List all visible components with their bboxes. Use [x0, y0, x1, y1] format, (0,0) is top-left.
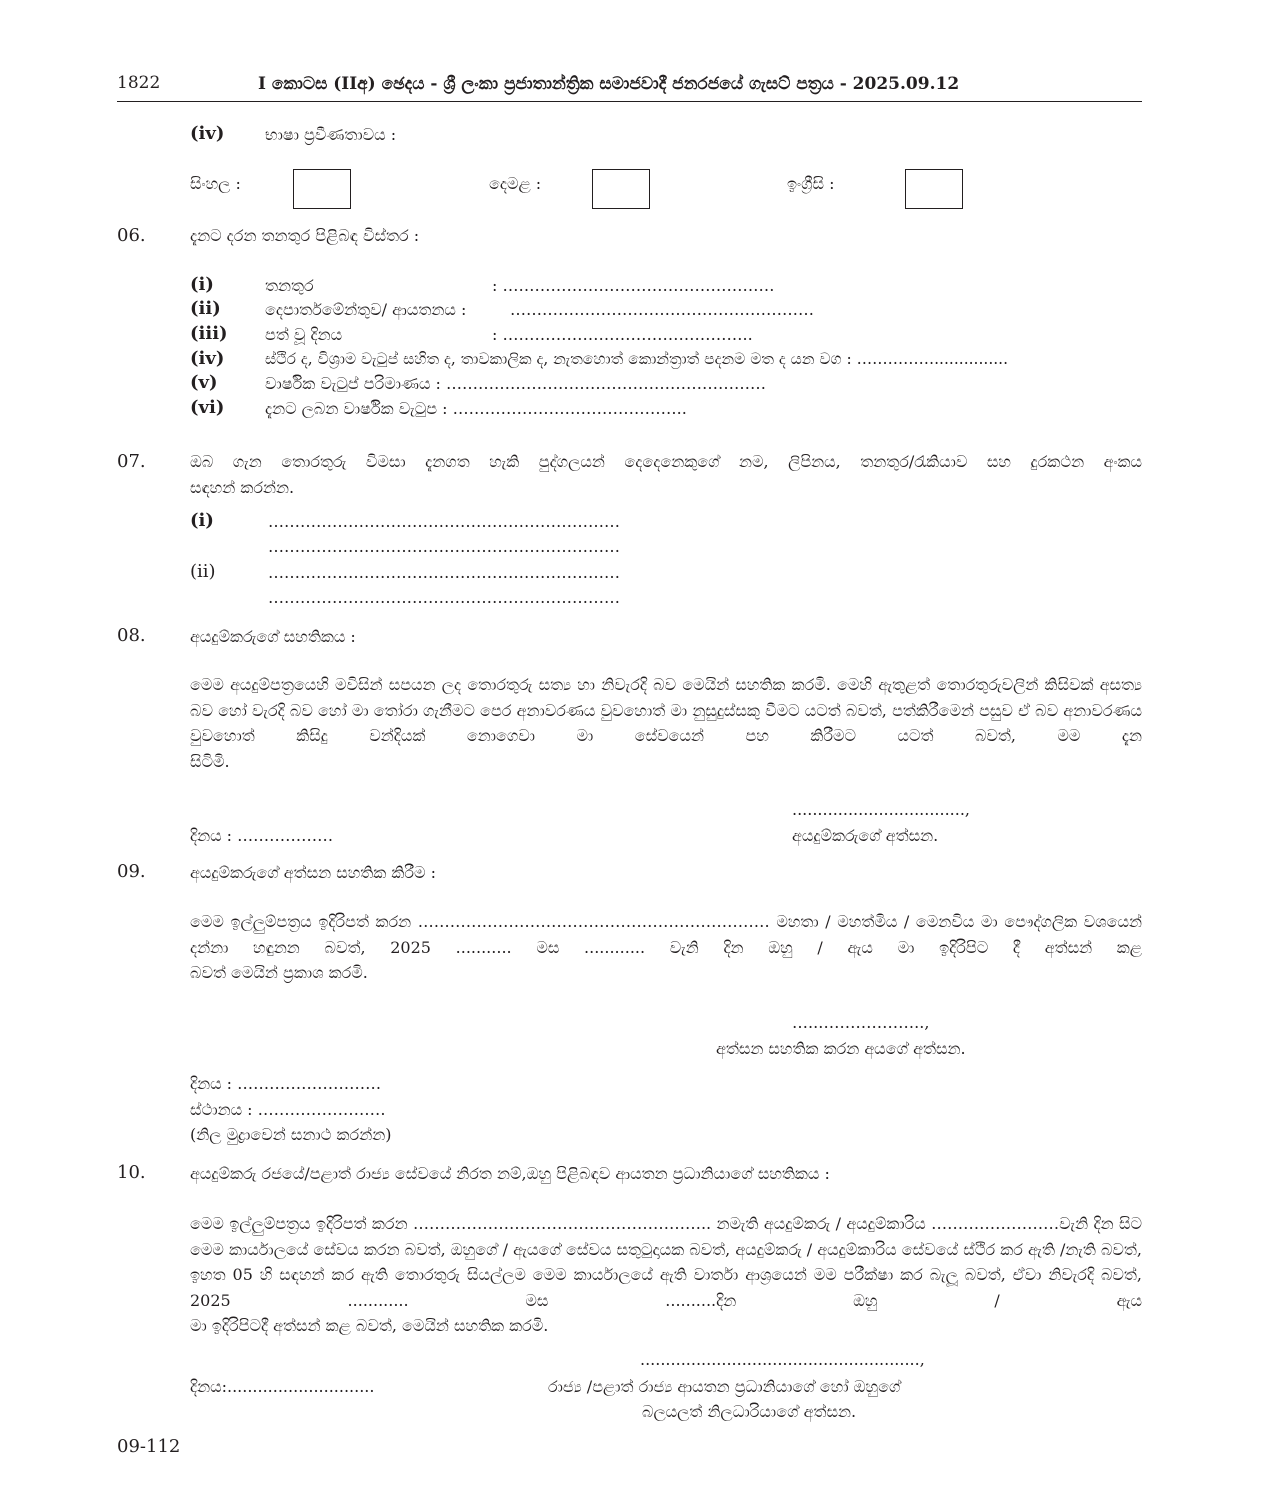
section-08-number: 08. [117, 625, 146, 646]
english-label: ඉංග්‍රීසි : [787, 174, 835, 193]
language-roman: (iv) [190, 123, 225, 144]
employment-type-roman: (iv) [190, 348, 225, 369]
applicant-declaration [190, 672, 1142, 774]
official-seal-note: (නිල මුද්‍රාවෙන් සනාථ කරන්න) [190, 1125, 392, 1144]
appointment-date-field[interactable]: : ……………………………………….. [492, 325, 753, 344]
language-label: භාෂා ප්‍රවීණතාවය : [265, 125, 397, 144]
applicant-signature-line[interactable]: .................................., [792, 800, 971, 819]
section-07-number: 07. [117, 451, 146, 472]
referee-2-line-2[interactable]: ………………………………………………………… [268, 588, 620, 607]
certificate-line5: මා ඉදිරිපිටදී අත්සන් කළ බවත්, මෙයින් සහතික කරමි. [190, 1316, 549, 1335]
referee-2-roman: (ii) [190, 561, 216, 582]
applicant-signature-label: අයදුම්කරුගේ අත්සන. [792, 826, 939, 845]
position-field[interactable]: : …………………………………………… [492, 276, 775, 295]
position-roman: (i) [190, 274, 214, 295]
certificate-line2: ……………………වැනි දින සිට මෙම කාර්යාලයේ සේවය කරන බවත්, ඔහුගේ / ඇයගේ සේවය සතුටුදායක බවත්, [190, 1214, 1142, 1259]
attestation-line1: මෙම ඉල්ලුම්පත්‍රය ඉදිරිපත් කරන ………………………………………………………… මහතා / මහත්මිය / මෙනවිය [190, 912, 975, 931]
page-number: 1822 [117, 73, 161, 93]
head-signature-line[interactable]: ......................................................., [640, 1350, 925, 1369]
applicant-date-field[interactable]: දිනය : ……………… [190, 826, 334, 845]
department-label: දෙපාර්තමේන්තුව/ ආයතනය : [265, 300, 467, 319]
current-salary-roman: (vi) [190, 397, 225, 418]
applicant-declaration-line1: මෙම අයදුම්පත්‍රයෙහි මවිසින් සපයන ලද තොරතුරු සත්‍ය හා නිවැරදි බව මෙයින් සහතික කරමි. මෙහි ඇතුළත් තොරතුරුවලින් [190, 675, 1039, 694]
section-09-number: 09. [117, 861, 146, 882]
section-09-title: අයදුම්කරුගේ අත්සන සහතික කිරීම : [190, 863, 436, 882]
head-of-institution-certificate [190, 1211, 1142, 1339]
head-date-field[interactable]: දිනය:............................. [190, 1377, 375, 1396]
referee-1-line-2[interactable]: ………………………………………………………… [268, 537, 620, 556]
applicant-declaration-line2: කිසිවක් අසත්‍ය බව හෝ වැරදි බව හෝ මා තෝරා ගැනීමට පෙර අනාවරණය වුවහොත් මා නුසුදුස්සකු වීමට යටත් බවත්, [190, 675, 1143, 720]
appointment-date-roman: (iii) [190, 323, 228, 344]
section-06-number: 06. [117, 225, 146, 246]
tamil-label: දෙමළ : [489, 174, 542, 193]
sinhala-label: සිංහල : [190, 174, 241, 193]
attester-signature-line[interactable]: …..……………….., [792, 1013, 930, 1032]
attestation-date-field[interactable]: දිනය : ……………………… [190, 1074, 382, 1093]
english-checkbox[interactable] [905, 169, 963, 209]
referee-2-line-1[interactable]: ………………………………………………………… [268, 563, 620, 582]
attester-signature-label: අත්සන සහතික කරන අයගේ අත්සන. [716, 1039, 966, 1058]
applicant-declaration-line3: පත්කිරීමෙන් පසුව ඒ බව අනාවරණය වුවහොත් කිසිදු වන්දියක් නොගෙවා මා සේවයෙන් පහ කිරීමට යටත් බවත්, මම දැන [190, 700, 1142, 745]
salary-scale-roman: (v) [190, 372, 218, 393]
section-07-text [190, 449, 1142, 500]
sinhala-checkbox[interactable] [293, 169, 351, 209]
section-07-line2: සඳහන් කරන්න. [190, 477, 295, 497]
certificate-line3: අයදුම්කරු / අයදුම්කාරිය සේවයේ ස්ථිර කර ඇති /නැති බවත්, ඉහත 05 හි සඳහන් කර ඇති තොරතුරු සියල්ලම මෙම [190, 1239, 1142, 1284]
certificate-line4: කාර්යාලයේ ඇති වාර්තා ආශ්‍රයෙන් මම පරීක්ෂා කර බැලූ බවත්, ඒවා නිවැරදි බවත්, 2025 ............ මස ..........දින ඔහු / ඇය [190, 1265, 1142, 1310]
section-06-title: දැනට දරන තනතුර පිළිබඳ විස්තර : [190, 226, 420, 245]
header-divider [117, 101, 1142, 102]
department-field[interactable]: ………………………………………………… [510, 300, 814, 319]
applicant-declaration-line4: සිටිමි. [190, 751, 230, 771]
referee-1-roman: (i) [190, 510, 214, 531]
current-salary-label[interactable]: දැනට ලබන වාර්ෂික වැටුප : …………………………………….. [265, 399, 687, 418]
attestation-place-field[interactable]: ස්ථානය : …………………… [190, 1100, 386, 1119]
employment-type-label[interactable]: ස්ථිර ද, විශ්‍රාම වැටුප් සහිත ද, තාවකාලික ද, නැතහොත් කොන්ත්‍රාත් පදනම මත ද යන වග : ……………............... [265, 350, 1009, 368]
signature-attestation-text [190, 909, 1142, 986]
referee-1-line-1[interactable]: ………………………………………………………… [268, 512, 620, 531]
head-signature-label-1: රාජ්‍ය /පළාත් රාජ්‍ය ආයතන ප්‍රධානියාගේ හෝ ඔහුගේ [548, 1377, 901, 1396]
attestation-line2: මා පෞද්ගලික වශයෙන් දන්නා හඳුනන බවත්, 2025 ........... මස ............ වැනි දින ඔහු / ඇය මා ඉදිරිපිට දී අත්සන් කළ [190, 912, 1143, 957]
attestation-line3: බවත් මෙයින් ප්‍රකාශ කරමි. [190, 963, 368, 982]
department-roman: (ii) [190, 298, 221, 319]
section-10-title: අයදුම්කරු රජයේ/පළාත් රාජ්‍ය සේවයේ නිරත නම්,ඔහු පිළිබඳව ආයතන ප්‍රධානියාගේ සහතිකය : [190, 1164, 830, 1183]
section-08-title: අයදුම්කරුගේ සහතිකය : [190, 627, 356, 646]
salary-scale-label[interactable]: වාර්ෂික වැටුප් පරිමාණය : …………………………………………………… [265, 374, 767, 393]
tamil-checkbox[interactable] [592, 169, 650, 209]
footer-code: 09-112 [117, 1436, 181, 1457]
appointment-date-label: පත් වූ දිනය [265, 325, 343, 344]
gazette-header-title: I කොටස (IIඅ) ඡෙදය - ශ්‍රී ලංකා ප්‍රජාතාන්ත්‍රික සමාජවාදී ජනරජයේ ගැසට් පත්‍රය - 2025.09.12 [258, 74, 960, 94]
head-signature-label-2: බලයලත් නිලධාරියාගේ අත්සන. [642, 1402, 857, 1421]
position-label: තනතුර [265, 276, 314, 295]
section-10-number: 10. [117, 1162, 146, 1183]
certificate-line1: මෙම ඉල්ලුම්පත්‍රය ඉදිරිපත් කරන ……………………………………………….. නමැති අයදුම්කරු / අයදුම්කාරිය [190, 1214, 926, 1233]
section-07-line1: ඔබ ගැන තොරතුරු විමසා දැනගත හැකි පුද්ගලයන් දෙදෙනෙකුගේ නම, ලිපිනය, තනතුර/රැකියාව සහ දුරකථන අංකය [190, 452, 1142, 471]
